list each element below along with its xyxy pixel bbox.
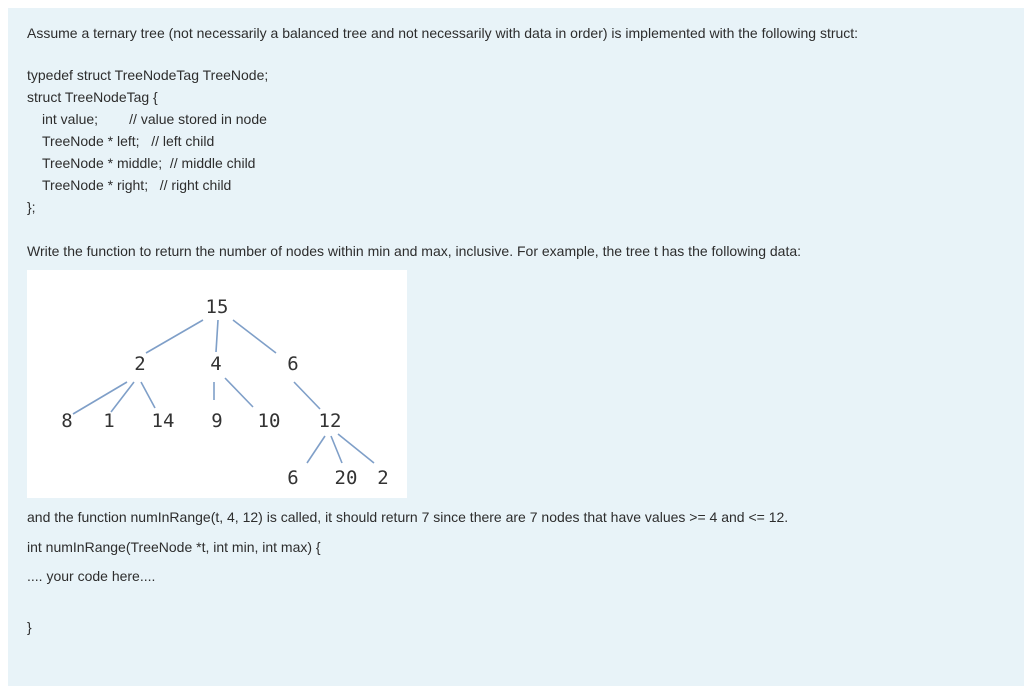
tree-node-6-leaf: 6: [287, 467, 299, 489]
edge-15-6: [233, 320, 276, 353]
example-text: and the function numInRange(t, 4, 12) is called, it should return 7 since there are 7 nodes that have values >= 4 and <= 12.: [27, 509, 789, 525]
struct-line-close: };: [27, 199, 36, 215]
tree-node-2: 2: [134, 353, 146, 375]
struct-line-value: int value; // value stored in node: [42, 111, 267, 127]
intro-text: Assume a ternary tree (not necessarily a balanced tree and not necessarily with data in order) is implemented with the following struct:: [27, 25, 859, 41]
tree-node-20: 20: [334, 467, 358, 489]
struct-line-left: TreeNode * left; // left child: [42, 133, 215, 149]
edge-12-20: [331, 436, 342, 463]
tree-node-6: 6: [287, 353, 299, 375]
tree-node-12: 12: [318, 410, 342, 432]
edge-15-2: [146, 320, 203, 353]
edge-6-12: [294, 382, 320, 409]
tree-node-2-leaf: 2: [377, 467, 389, 489]
question-panel: [8, 8, 1024, 686]
edge-12-2: [338, 434, 374, 463]
edge-2-1: [111, 382, 134, 412]
tree-node-4: 4: [210, 353, 222, 375]
tree-node-9: 9: [211, 410, 223, 432]
edge-2-14: [141, 382, 155, 408]
tree-node-14: 14: [151, 410, 175, 432]
code-placeholder: .... your code here....: [27, 568, 156, 584]
struct-line-middle: TreeNode * middle; // middle child: [42, 155, 256, 171]
task-text: Write the function to return the number of nodes within min and max, inclusive. For example, the tree t has the following data:: [27, 243, 802, 259]
function-signature: int numInRange(TreeNode *t, int min, int max) {: [27, 539, 321, 555]
tree-node-8: 8: [61, 410, 73, 432]
struct-line-open: struct TreeNodeTag {: [27, 89, 158, 105]
tree-diagram-svg: [27, 270, 407, 498]
struct-line-right: TreeNode * right; // right child: [42, 177, 232, 193]
edge-15-4: [216, 320, 218, 352]
tree-node-10: 10: [257, 410, 281, 432]
edge-4-10: [225, 378, 253, 407]
edge-12-6: [307, 436, 325, 463]
edge-2-8: [73, 382, 127, 414]
closing-brace: }: [27, 619, 32, 635]
struct-line-typedef: typedef struct TreeNodeTag TreeNode;: [27, 67, 269, 83]
tree-node-15: 15: [205, 296, 229, 318]
tree-diagram: [27, 270, 407, 498]
tree-node-1: 1: [103, 410, 115, 432]
